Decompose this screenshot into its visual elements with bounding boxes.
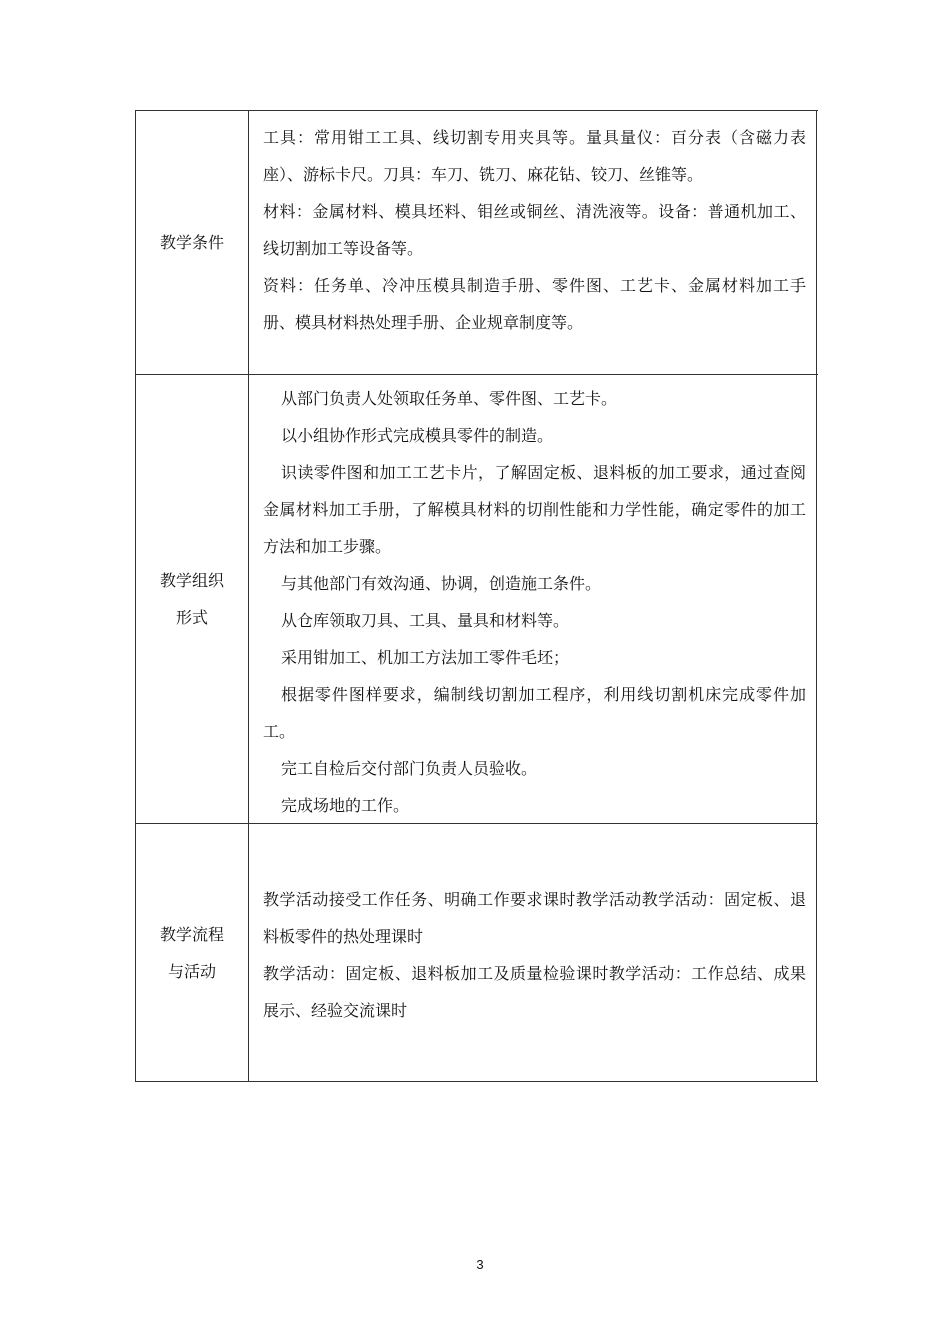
row-label	[136, 375, 249, 823]
content-paragraph: 从部门负责人处领取任务单、零件图、工艺卡。	[281, 389, 618, 408]
page-number: 3	[476, 1257, 484, 1272]
content-paragraph: 完工自检后交付部门负责人员验收。	[281, 759, 538, 778]
row-label-line: 与活动	[167, 961, 216, 981]
row-content	[249, 111, 817, 374]
row-label	[136, 824, 249, 1081]
content-paragraph: 完成场地的工作。	[281, 796, 410, 815]
content-paragraph: 材料：金属材料、模具坯料、钼丝或铜丝、清洗液等。设备：普通机加工、线切割加工等设备等。	[263, 202, 806, 258]
table-row	[136, 111, 818, 375]
content-paragraph: 识读零件图和加工工艺卡片，了解固定板、退料板的加工要求，通过查阅金属材料加工手册，了解模具材料的切削性能和力学性能，确定零件的加工方法和加工步骤。	[263, 463, 806, 556]
content-paragraph: 教学活动接受工作任务、明确工作要求课时教学活动教学活动：固定板、退料板零件的热处理课时	[263, 890, 806, 946]
content-paragraph: 从仓库领取刀具、工具、量具和材料等。	[281, 611, 570, 630]
content-paragraph: 工具：常用钳工工具、线切割专用夹具等。量具量仪：百分表（含磁力表座）、游标卡尺。刀具：车刀、铣刀、麻花钻、铰刀、丝锥等。	[263, 128, 806, 184]
content-paragraph: 以小组协作形式完成模具零件的制造。	[281, 426, 554, 445]
content-paragraph: 采用钳加工、机加工方法加工零件毛坯；	[281, 648, 570, 667]
row-label-line: 教学流程	[159, 924, 224, 944]
lesson-plan-table	[135, 110, 818, 1082]
content-paragraph: 与其他部门有效沟通、协调，创造施工条件。	[281, 574, 602, 593]
row-label	[136, 111, 249, 374]
row-content	[249, 375, 817, 823]
content-paragraph: 资料：任务单、冷冲压模具制造手册、零件图、工艺卡、金属材料加工手册、模具材料热处理手册、企业规章制度等。	[263, 276, 806, 332]
row-label-line: 形式	[175, 608, 208, 627]
content-paragraph: 教学活动：固定板、退料板加工及质量检验课时教学活动：工作总结、成果展示、经验交流课时	[263, 964, 806, 1020]
table-row	[136, 375, 818, 824]
row-label-line: 教学条件	[159, 233, 224, 252]
row-label-line: 教学组织	[159, 571, 224, 590]
row-content	[249, 824, 817, 1081]
content-paragraph: 根据零件图样要求，编制线切割加工程序，利用线切割机床完成零件加工。	[263, 685, 806, 741]
table-row	[136, 824, 818, 1082]
